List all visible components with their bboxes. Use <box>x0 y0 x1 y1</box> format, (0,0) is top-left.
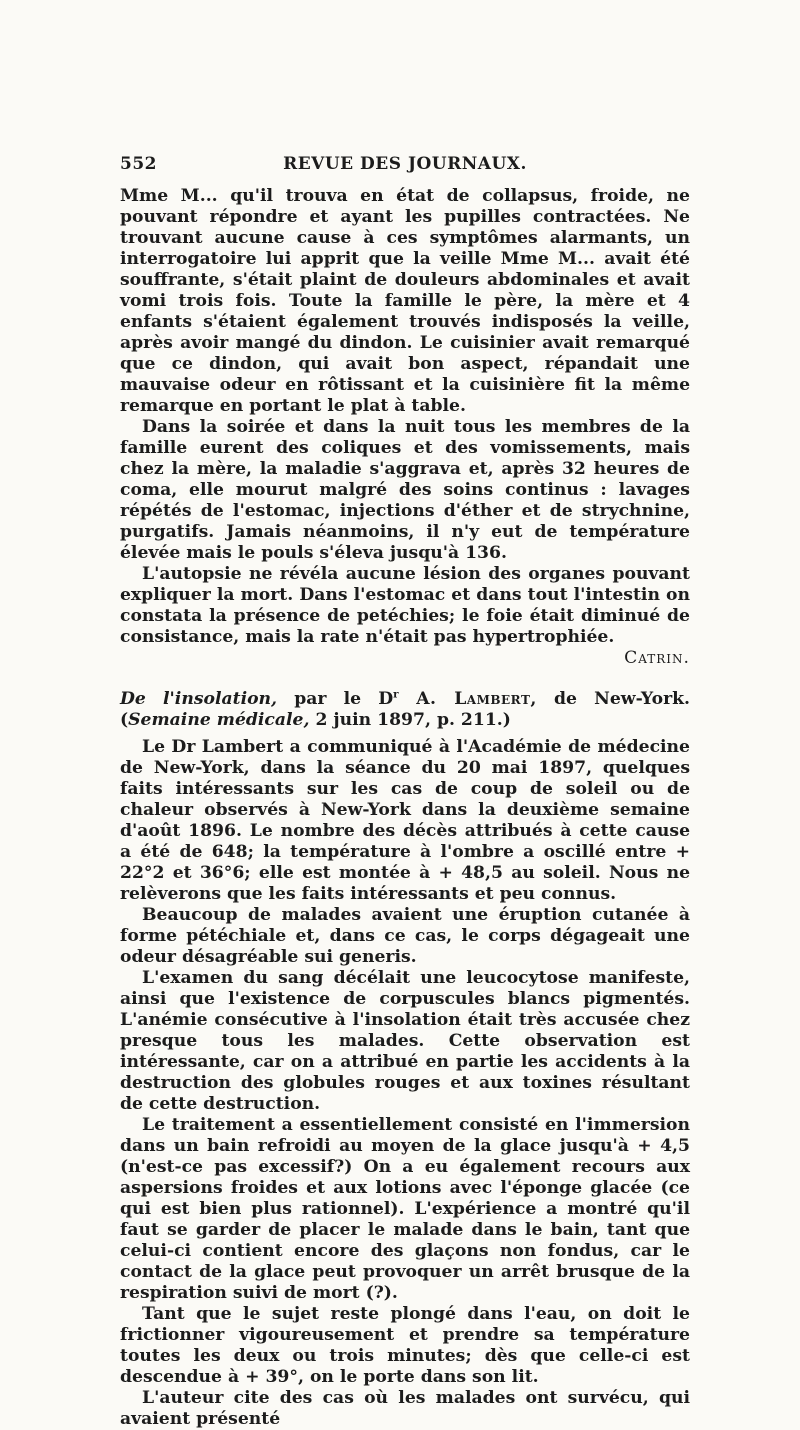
case-paragraph-3: L'autopsie ne révéla aucune lésion des organes pouvant expliquer la mort. Dans l'estomac et dans tout l'intestin on constata la présence de petéchies; le foie était diminué de consistance, mais la rate n'était pas hypertrophiée. <box>120 564 690 647</box>
case-paragraph-1: Mme M... qu'il trouva en état de collapsus, froide, ne pouvant répondre et ayant les pupilles contractées. Ne trouvant aucune cause à ces symptômes alarmants, un interrogatoire lui apprit que la veille Mme M... avait été souffrante, s'était plaint de douleurs abdominales et avait vomi trois fois. Toute la famille le père, la mère et 4 enfants s'étaient également trouvés indisposés la veille, après avoir mangé du dindon. Le cuisinier avait remarqué que ce dindon, qui avait bon aspect, répandait une mauvaise odeur en rôtissant et la cuisinière fit la même remarque en portant le plat à table. <box>120 186 690 416</box>
article-heading <box>120 689 690 731</box>
page-body <box>120 186 690 1430</box>
article-title: De l'insolation, <box>120 689 278 709</box>
article-journal: Semaine médicale, <box>128 710 310 730</box>
article-paragraph-6: L'auteur cite des cas où les malades ont survécu, qui avaient présenté <box>120 1388 690 1429</box>
article-paragraph-1: Le Dr Lambert a communiqué à l'Académie de médecine de New-York, dans la séance du 20 mai 1897, quelques faits intéressants sur les cas de coup de soleil ou de chaleur observés à New-York dans la deuxième semaine d'août 1896. Le nombre des décès attribués à cette cause a été de 648; la température à l'ombre a oscillé entre + 22°2 et 36°6; elle est montée à + 48,5 au soleil. Nous ne relèverons que les faits intéressants et peu connus. <box>120 737 690 904</box>
article-paragraph-5: Tant que le sujet reste plongé dans l'eau, on doit le frictionner vigoureusement et prendre sa température toutes les deux ou trois minutes; dès que celle-ci est descendue à + 39°, on le porte dans son lit. <box>120 1304 690 1387</box>
page-header <box>120 154 690 178</box>
article-paragraph-4: Le traitement a essentiellement consisté en l'immersion dans un bain refroidi au moyen de la glace jusqu'à + 4,5 (n'est-ce pas excessif?) On a eu également recours aux aspersions froides et aux lotions avec l'éponge glacée (ce qui est bien plus rationnel). L'expérience a montré qu'il faut se garder de placer le malade dans le bain, tant que celui-ci contient encore des glaçons non fondus, car le contact de la glace peut provoquer un arrêt brusque de la respiration suivi de mort (?). <box>120 1115 690 1303</box>
article-by: par le D <box>277 689 394 709</box>
article-by-sup: r <box>393 688 399 701</box>
page-number: 552 <box>120 154 157 174</box>
article-place: de New-York. ( <box>120 689 691 730</box>
article-citation: 2 juin 1897, p. 211.) <box>309 710 511 730</box>
running-title: REVUE DES JOURNAUX. <box>283 154 527 174</box>
article-author: A. Lambert, <box>398 689 537 709</box>
signature: Catrin. <box>624 648 690 668</box>
article-paragraph-3: L'examen du sang décélait une leucocytose manifeste, ainsi que l'existence de corpuscules blancs pigmentés. L'anémie consécutive à l'insolation était très accusée chez presque tous les malades. Cette observation est intéressante, car on a attribué en partie les accidents à la destruction des globules rouges et aux toxines résultant de cette destruction. <box>120 968 690 1114</box>
article-paragraph-2: Beaucoup de malades avaient une éruption cutanée à forme pétéchiale et, dans ce cas, le corps dégageait une odeur désagréable sui generis. <box>120 905 690 967</box>
case-paragraph-2: Dans la soirée et dans la nuit tous les membres de la famille eurent des coliques et des vomissements, mais chez la mère, la maladie s'aggrava et, après 32 heures de coma, elle mourut malgré des soins continus : lavages répétés de l'estomac, injections d'éther et de strychnine, purgatifs. Jamais néanmoins, il n'y eut de température élevée mais le pouls s'éleva jusqu'à 136. <box>120 417 690 563</box>
